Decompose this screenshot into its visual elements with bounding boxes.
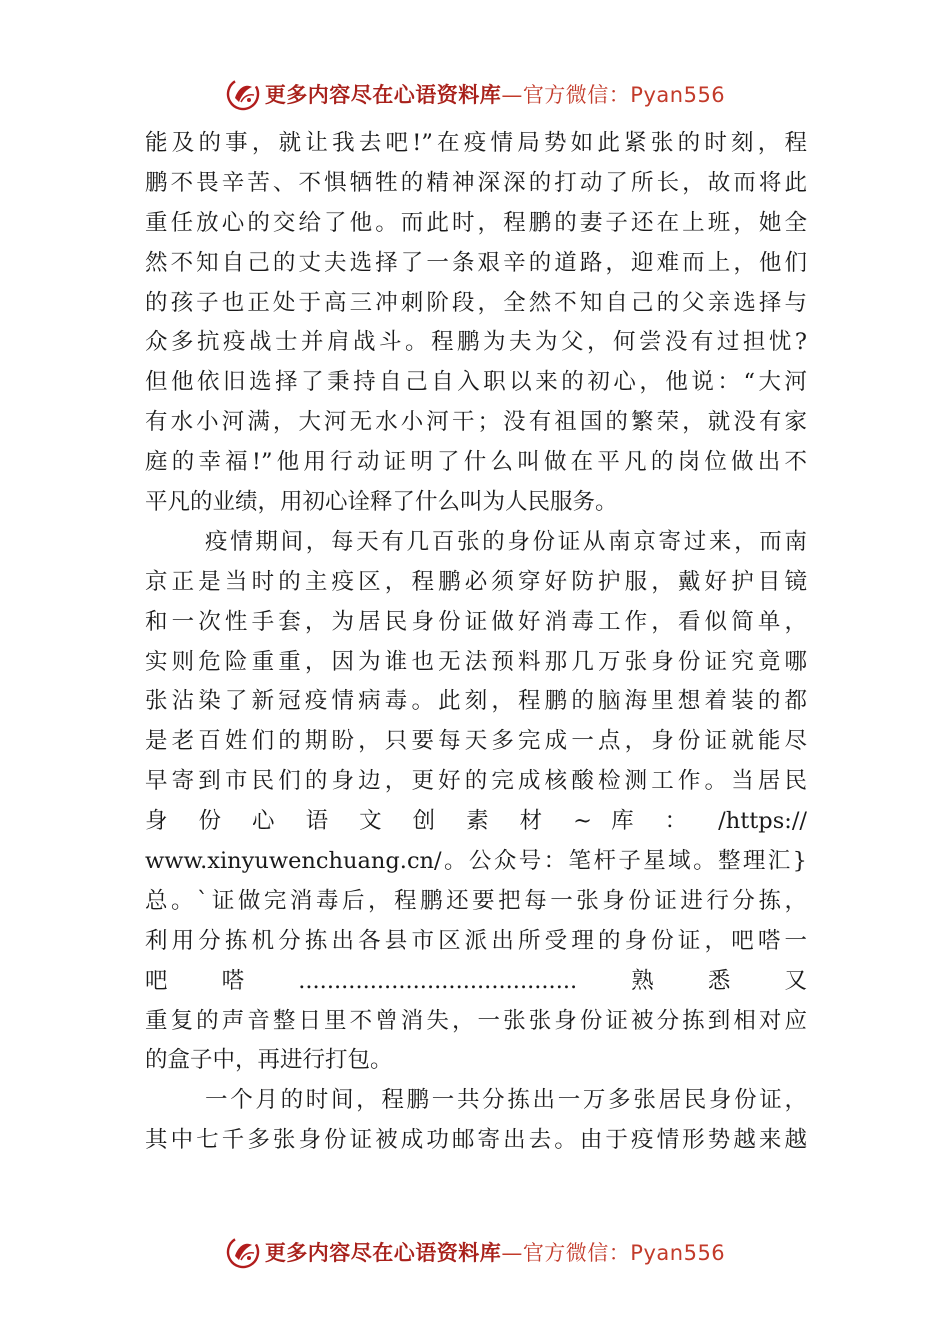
text-line: 能及的事，就让我去吧!”在疫情局势如此紧张的时刻，程 [145, 130, 807, 156]
footer-banner [0, 1230, 950, 1274]
banner-separator: — [501, 1241, 523, 1265]
text-line: 和一次性手套，为居民身份证做好消毒工作，看似简单， [145, 608, 807, 635]
text-line: 的盒子中，再进行打包。 [145, 1047, 393, 1074]
banner-title: 更多内容尽在心语资料库 [264, 82, 502, 107]
text-line: 早寄到市民们的身边，更好的完成核酸检测工作。当居民 [145, 768, 807, 795]
banner-separator: — [501, 83, 523, 107]
text-line: 实则危险重重，因为谁也无法预料那几万张身份证究竟哪 [145, 648, 807, 675]
text-line: 其中七千多张身份证被成功邮寄出去。由于疫情形势越来越 [145, 1127, 807, 1154]
text-line: 鹏不畏辛苦、不惧牺牲的精神深深的打动了所长，故而将此 [145, 169, 807, 196]
text-line: 重任放心的交给了他。而此时，程鹏的妻子还在上班，她全 [145, 209, 807, 236]
paragraph-start-line: 一个月的时间，程鹏一共分拣出一万多张居民身份证， [205, 1087, 807, 1114]
header-banner [0, 72, 950, 116]
text-line: 京正是当时的主疫区，程鹏必须穿好防护服，戴好护目镜 [145, 568, 807, 595]
header-banner-text [265, 79, 725, 109]
text-line: 的孩子也正处于高三冲刺阶段，全然不知自己的父亲选择与 [145, 289, 807, 316]
banner-wechat: 官方微信：Pyan556 [522, 83, 726, 107]
text-line: 众多抗疫战士并肩战斗。程鹏为夫为父，何尝没有过担忧? [145, 329, 807, 356]
text-line: 重复的声音整日里不曾消失，一张张身份证被分拣到相对应 [145, 1007, 807, 1034]
article-body [145, 124, 807, 1161]
banner-title: 更多内容尽在心语资料库 [264, 1240, 502, 1265]
text-line: 平凡的业绩，用初心诠释了什么叫为人民服务。 [145, 489, 618, 516]
text-line: 有水小河满，大河无水小河干；没有祖国的繁荣，就没有家 [145, 409, 807, 436]
library-logo-icon [225, 1234, 261, 1270]
text-line: 庭的幸福!”他用行动证明了什么叫做在平凡的岗位做出不 [145, 449, 807, 476]
text-line: 总。`证做完消毒后，程鹏还要把每一张身份证进行分拣， [145, 887, 807, 914]
text-line: 身 份 心 语 文 创 素 材 ~ 库 ： /https:// [145, 808, 807, 835]
library-logo-icon [225, 76, 261, 112]
banner-wechat: 官方微信：Pyan556 [522, 1241, 726, 1265]
footer-banner-text [265, 1237, 725, 1267]
paragraph-start-line: 疫情期间，每天有几百张的身份证从南京寄过来，而南 [205, 528, 807, 555]
text-line: 利用分拣机分拣出各县市区派出所受理的身份证，吧嗒一 [145, 927, 807, 954]
text-line: www.xinyuwenchuang.cn/。公众号：笔杆子星域。整理汇} [145, 848, 807, 875]
text-line: 然不知自己的丈夫选择了一条艰辛的道路，迎难而上，他们 [145, 249, 807, 276]
text-line: 吧嗒.......................................熟悉又 [145, 967, 807, 994]
text-line: 但他依旧选择了秉持自己自入职以来的初心，他说：“大河 [145, 369, 807, 396]
text-line: 是老百姓们的期盼，只要每天多完成一点，身份证就能尽 [145, 728, 807, 755]
text-line: 张沾染了新冠疫情病毒。此刻，程鹏的脑海里想着装的都 [145, 688, 807, 715]
